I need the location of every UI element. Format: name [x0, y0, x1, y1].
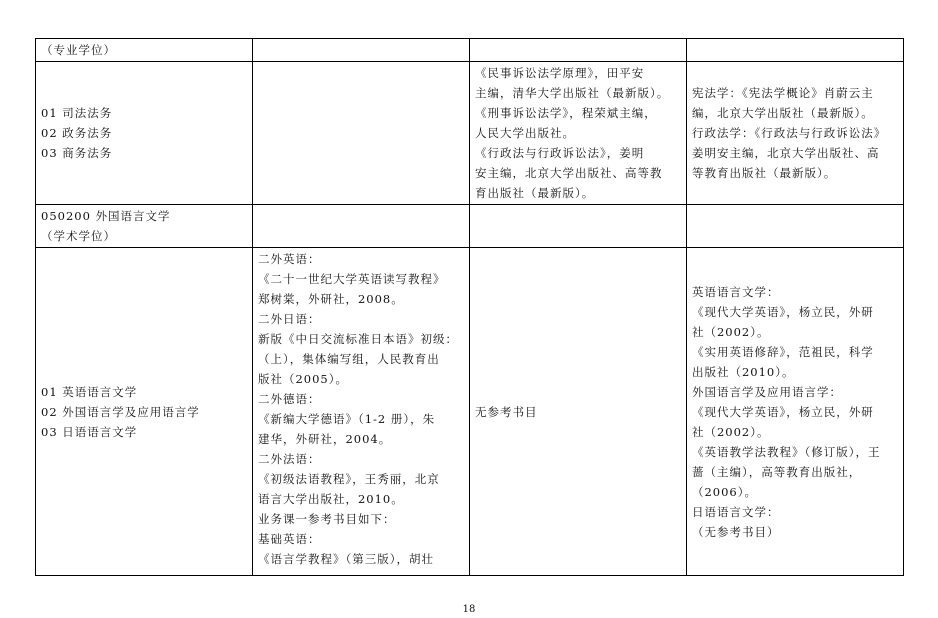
cell-line: 人民大学出版社。 — [474, 126, 575, 140]
cell-line: 语言大学出版社，2010。 — [257, 492, 404, 506]
table-cell — [469, 248, 686, 576]
table-cell — [469, 205, 686, 248]
table-cell — [252, 248, 469, 576]
table-row — [36, 39, 904, 62]
cell-line: 编，北京大学出版社（最新版）。 — [691, 106, 874, 120]
cell-line: 建华，外研社，2004。 — [257, 432, 392, 446]
table-row — [36, 248, 904, 576]
cell-line: 日语语言文学： — [691, 504, 780, 519]
table-cell — [469, 62, 686, 205]
table-row — [36, 205, 904, 248]
cell-line: 二外德语： — [257, 392, 321, 406]
cell-line: 《英语教学法教程》（修订版），王 — [691, 444, 881, 459]
cell-line: 《语言学教程》（第三版），胡壮 — [257, 552, 434, 566]
table-cell — [252, 205, 469, 248]
cell-line: （无参考书目） — [691, 524, 780, 539]
cell-line: 姜明安主编，北京大学出版社、高 — [691, 146, 880, 160]
cell-line: 《新编大学德语》（1-2 册），朱 — [257, 412, 436, 426]
cell-line: 宪法学：《宪法学概论》肖蔚云主 — [691, 86, 874, 100]
table-cell — [36, 62, 253, 205]
cell-line: 《行政法与行政诉讼法》，姜明 — [474, 146, 645, 160]
cell-line: 主编，清华大学出版社（最新版）。 — [474, 86, 670, 100]
page-number: 18 — [462, 604, 476, 615]
cell-line: 业务课一参考书目如下： — [257, 512, 396, 526]
cell-line: 无参考书目 — [474, 404, 538, 419]
cell-line: 03 商务法务 — [41, 146, 113, 160]
reference-book-table — [35, 38, 904, 576]
cell-line: 02 政务法务 — [41, 126, 113, 140]
cell-line: 《现代大学英语》，杨立民，外研 — [691, 304, 874, 319]
table-cell — [686, 39, 903, 62]
table-cell — [36, 205, 253, 248]
cell-line: 二外法语： — [257, 452, 321, 466]
cell-line: 外国语言学及应用语言学： — [691, 384, 842, 399]
cell-line: 社（2002）。 — [691, 324, 770, 339]
table-cell — [36, 248, 253, 576]
cell-line: 二外日语： — [257, 312, 321, 326]
cell-line: 《实用英语修辞》，范祖民，科学 — [691, 344, 874, 359]
cell-line: 版社（2005）。 — [257, 372, 349, 386]
cell-line: （学术学位） — [41, 229, 116, 243]
cell-line: 郑树棠，外研社，2008。 — [257, 292, 404, 306]
cell-line: 《初级法语教程》，王秀丽，北京 — [257, 472, 440, 486]
cell-line: 行政法学：《行政法与行政诉讼法》 — [691, 126, 887, 140]
cell-line: 03 日语语言文学 — [41, 424, 138, 439]
table-cell — [686, 205, 903, 248]
cell-line: 等教育出版社（最新版）。 — [691, 166, 837, 180]
cell-line: 02 外国语言学及应用语言学 — [41, 404, 200, 419]
cell-line: 01 司法法务 — [41, 106, 113, 120]
cell-line: （上），集体编写组，人民教育出 — [257, 352, 440, 366]
table-cell — [252, 39, 469, 62]
table-cell — [469, 39, 686, 62]
table-cell — [252, 62, 469, 205]
table-cell — [36, 39, 253, 62]
cell-line: 《二十一世纪大学英语读写教程》 — [257, 272, 446, 286]
cell-line: 出版社（2010）。 — [691, 364, 795, 379]
cell-line: 050200 外国语言文学 — [41, 209, 171, 223]
cell-line: 蔷（主编），高等教育出版社， — [691, 464, 862, 479]
cell-line: 新版《中日交流标准日本语》初级： — [257, 332, 458, 346]
cell-line: 社（2002）。 — [691, 424, 770, 439]
table-cell — [686, 62, 903, 205]
table-row — [36, 62, 904, 205]
cell-line: 《现代大学英语》，杨立民，外研 — [691, 404, 874, 419]
cell-line: 《刑事诉讼法学》，程荣斌主编， — [474, 106, 657, 120]
table-cell — [686, 248, 903, 576]
cell-line: 二外英语： — [257, 252, 321, 266]
cell-line: 《民事诉讼法学原理》，田平安 — [474, 66, 645, 80]
cell-line: 基础英语： — [257, 532, 321, 546]
cell-line: 英语语言文学： — [691, 284, 780, 299]
cell-line: （2006）。 — [691, 484, 757, 499]
cell-line: （专业学位） — [41, 43, 116, 57]
cell-line: 安主编，北京大学出版社、高等教 — [474, 166, 663, 180]
cell-line: 育出版社（最新版）。 — [474, 186, 595, 200]
cell-line: 01 英语语言文学 — [41, 384, 138, 399]
